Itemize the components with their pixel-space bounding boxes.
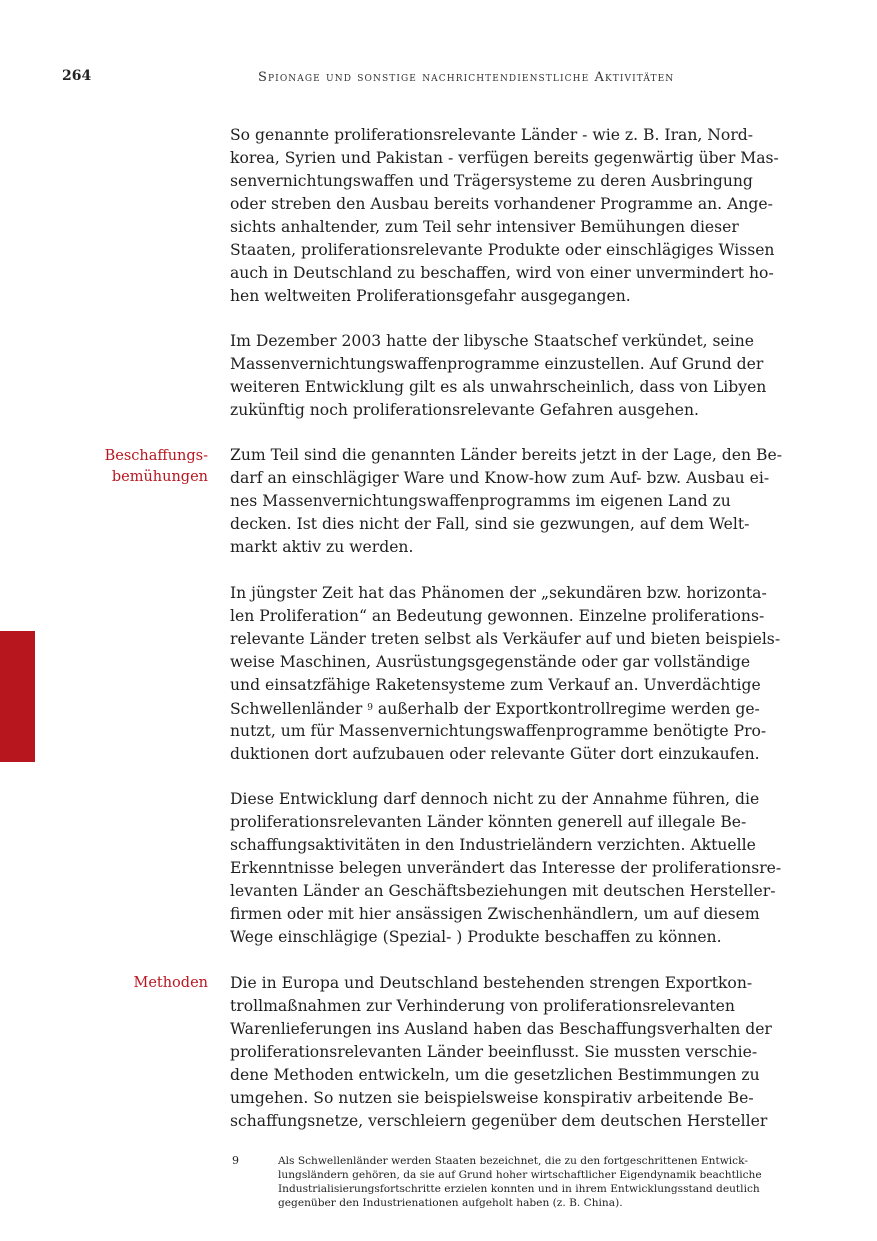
text-line: So genannte proliferationsrelevante Länder - wie z. B. Iran, Nord- bbox=[230, 126, 754, 144]
text-line: senvernichtungswaffen und Trägersysteme zu deren Ausbringung bbox=[230, 172, 753, 190]
text-line: Massenvernichtungswaffenprogramme einzustellen. Auf Grund der bbox=[230, 355, 764, 373]
paragraph-procurement-efforts bbox=[230, 444, 786, 559]
running-title: Spionage und sonstige nachrichtendienstliche Aktivitäten bbox=[258, 70, 675, 85]
margin-note-line: bemühungen bbox=[111, 469, 208, 485]
paragraph-secondary-proliferation bbox=[230, 582, 786, 766]
text-line: schaffungsnetze, verschleiern gegenüber dem deutschen Hersteller bbox=[230, 1112, 768, 1130]
text-segment: außerhalb der Exportkontrollregime werden ge- bbox=[372, 700, 760, 718]
paragraph-continued-interest bbox=[230, 788, 786, 949]
text-line: markt aktiv zu werden. bbox=[230, 538, 414, 556]
footnote-line: lungsländern gehören, da sie auf Grund hoher wirtschaftlicher Eigendynamik beachtliche bbox=[278, 1169, 762, 1181]
text-line: Staaten, proliferationsrelevante Produkte oder einschlägiges Wissen bbox=[230, 241, 775, 259]
text-line: len Proliferation“ an Bedeutung gewonnen. Einzelne proliferations- bbox=[230, 607, 765, 625]
text-line: duktionen dort aufzubauen oder relevante Güter dort einzukaufen. bbox=[230, 745, 760, 763]
footnote-line: Industrialisierungsfortschritte erzielen konnten und in ihrem Entwicklungsstand deutlich bbox=[278, 1183, 760, 1195]
text-line: Zum Teil sind die genannten Länder bereits jetzt in der Lage, den Be- bbox=[230, 446, 782, 464]
text-line: decken. Ist dies nicht der Fall, sind sie gezwungen, auf dem Welt- bbox=[230, 515, 750, 533]
text-line: oder streben den Ausbau bereits vorhandener Programme an. Ange- bbox=[230, 195, 773, 213]
text-segment: Schwellenländer bbox=[230, 700, 368, 718]
text-line: proliferationsrelevanten Länder beeinflusst. Sie mussten verschie- bbox=[230, 1043, 758, 1061]
text-line: Im Dezember 2003 hatte der libysche Staatschef verkündet, seine bbox=[230, 332, 754, 350]
text-line: proliferationsrelevanten Länder könnten generell auf illegale Be- bbox=[230, 813, 747, 831]
footnote-line: gegenüber den Industrienationen aufgeholt haben (z. B. China). bbox=[278, 1197, 623, 1209]
footnote-line: Als Schwellenländer werden Staaten bezeichnet, die zu den fortgeschrittenen Entwick- bbox=[278, 1155, 748, 1167]
footnote-number: 9 bbox=[232, 1154, 239, 1167]
text-line: Wege einschlägige (Spezial- ) Produkte beschaffen zu können. bbox=[230, 928, 722, 946]
text-line: trollmaßnahmen zur Verhinderung von proliferationsrelevanten bbox=[230, 997, 735, 1015]
text-line: Die in Europa und Deutschland bestehenden strengen Exportkon- bbox=[230, 974, 753, 992]
text-line: schaffungsaktivitäten in den Industrieländern verzichten. Aktuelle bbox=[230, 836, 756, 854]
margin-note-line: Methoden bbox=[133, 975, 208, 991]
margin-note-line: Beschaffungs- bbox=[104, 448, 208, 464]
text-line: und einsatzfähige Raketensysteme zum Verkauf an. Unverdächtige bbox=[230, 676, 761, 694]
text-line: firmen oder mit hier ansässigen Zwischenhändlern, um auf diesem bbox=[230, 905, 760, 923]
text-line: sichts anhaltender, zum Teil sehr intensiver Bemühungen dieser bbox=[230, 218, 739, 236]
text-line: auch in Deutschland zu beschaffen, wird von einer unvermindert ho- bbox=[230, 264, 774, 282]
page-number: 264 bbox=[62, 68, 92, 84]
paragraph-proliferation-countries bbox=[230, 124, 786, 308]
text-line: weiteren Entwicklung gilt es als unwahrscheinlich, dass von Libyen bbox=[230, 378, 767, 396]
text-line: In jüngster Zeit hat das Phänomen der „sekundären bzw. horizonta- bbox=[230, 584, 767, 602]
text-line: levanten Länder an Geschäftsbeziehungen mit deutschen Hersteller- bbox=[230, 882, 776, 900]
footnote-text bbox=[278, 1154, 793, 1210]
paragraph-methods bbox=[230, 972, 786, 1133]
chapter-tab-marker bbox=[0, 631, 35, 762]
text-line: Warenlieferungen ins Ausland haben das Beschaffungsverhalten der bbox=[230, 1020, 772, 1038]
text-line: relevante Länder treten selbst als Verkäufer auf und bieten beispiels- bbox=[230, 630, 781, 648]
text-line: hen weltweiten Proliferationsgefahr ausgegangen. bbox=[230, 287, 631, 305]
footnote-reference[interactable]: 9 bbox=[367, 703, 373, 713]
text-line: zukünftig noch proliferationsrelevante Gefahren ausgehen. bbox=[230, 401, 699, 419]
text-line: Erkenntnisse belegen unverändert das Interesse der proliferationsre- bbox=[230, 859, 782, 877]
margin-note-beschaffungsbemuehungen bbox=[105, 446, 208, 488]
text-line: darf an einschlägiger Ware und Know-how zum Auf- bzw. Ausbau ei- bbox=[230, 469, 770, 487]
text-line: dene Methoden entwickeln, um die gesetzlichen Bestimmungen zu bbox=[230, 1066, 760, 1084]
text-line: korea, Syrien und Pakistan - verfügen bereits gegenwärtig über Mas- bbox=[230, 149, 779, 167]
text-line: nes Massenvernichtungswaffenprogramms im eigenen Land zu bbox=[230, 492, 731, 510]
text-line: weise Maschinen, Ausrüstungsgegenstände oder gar vollständige bbox=[230, 653, 751, 671]
text-line: nutzt, um für Massenvernichtungswaffenprogramme benötigte Pro- bbox=[230, 722, 767, 740]
text-line: Diese Entwicklung darf dennoch nicht zu der Annahme führen, die bbox=[230, 790, 760, 808]
text-line: umgehen. So nutzen sie beispielsweise konspirativ arbeitende Be- bbox=[230, 1089, 754, 1107]
margin-note-methoden bbox=[133, 973, 208, 994]
paragraph-libya bbox=[230, 330, 786, 422]
text-line-with-footnote-ref bbox=[230, 697, 786, 720]
